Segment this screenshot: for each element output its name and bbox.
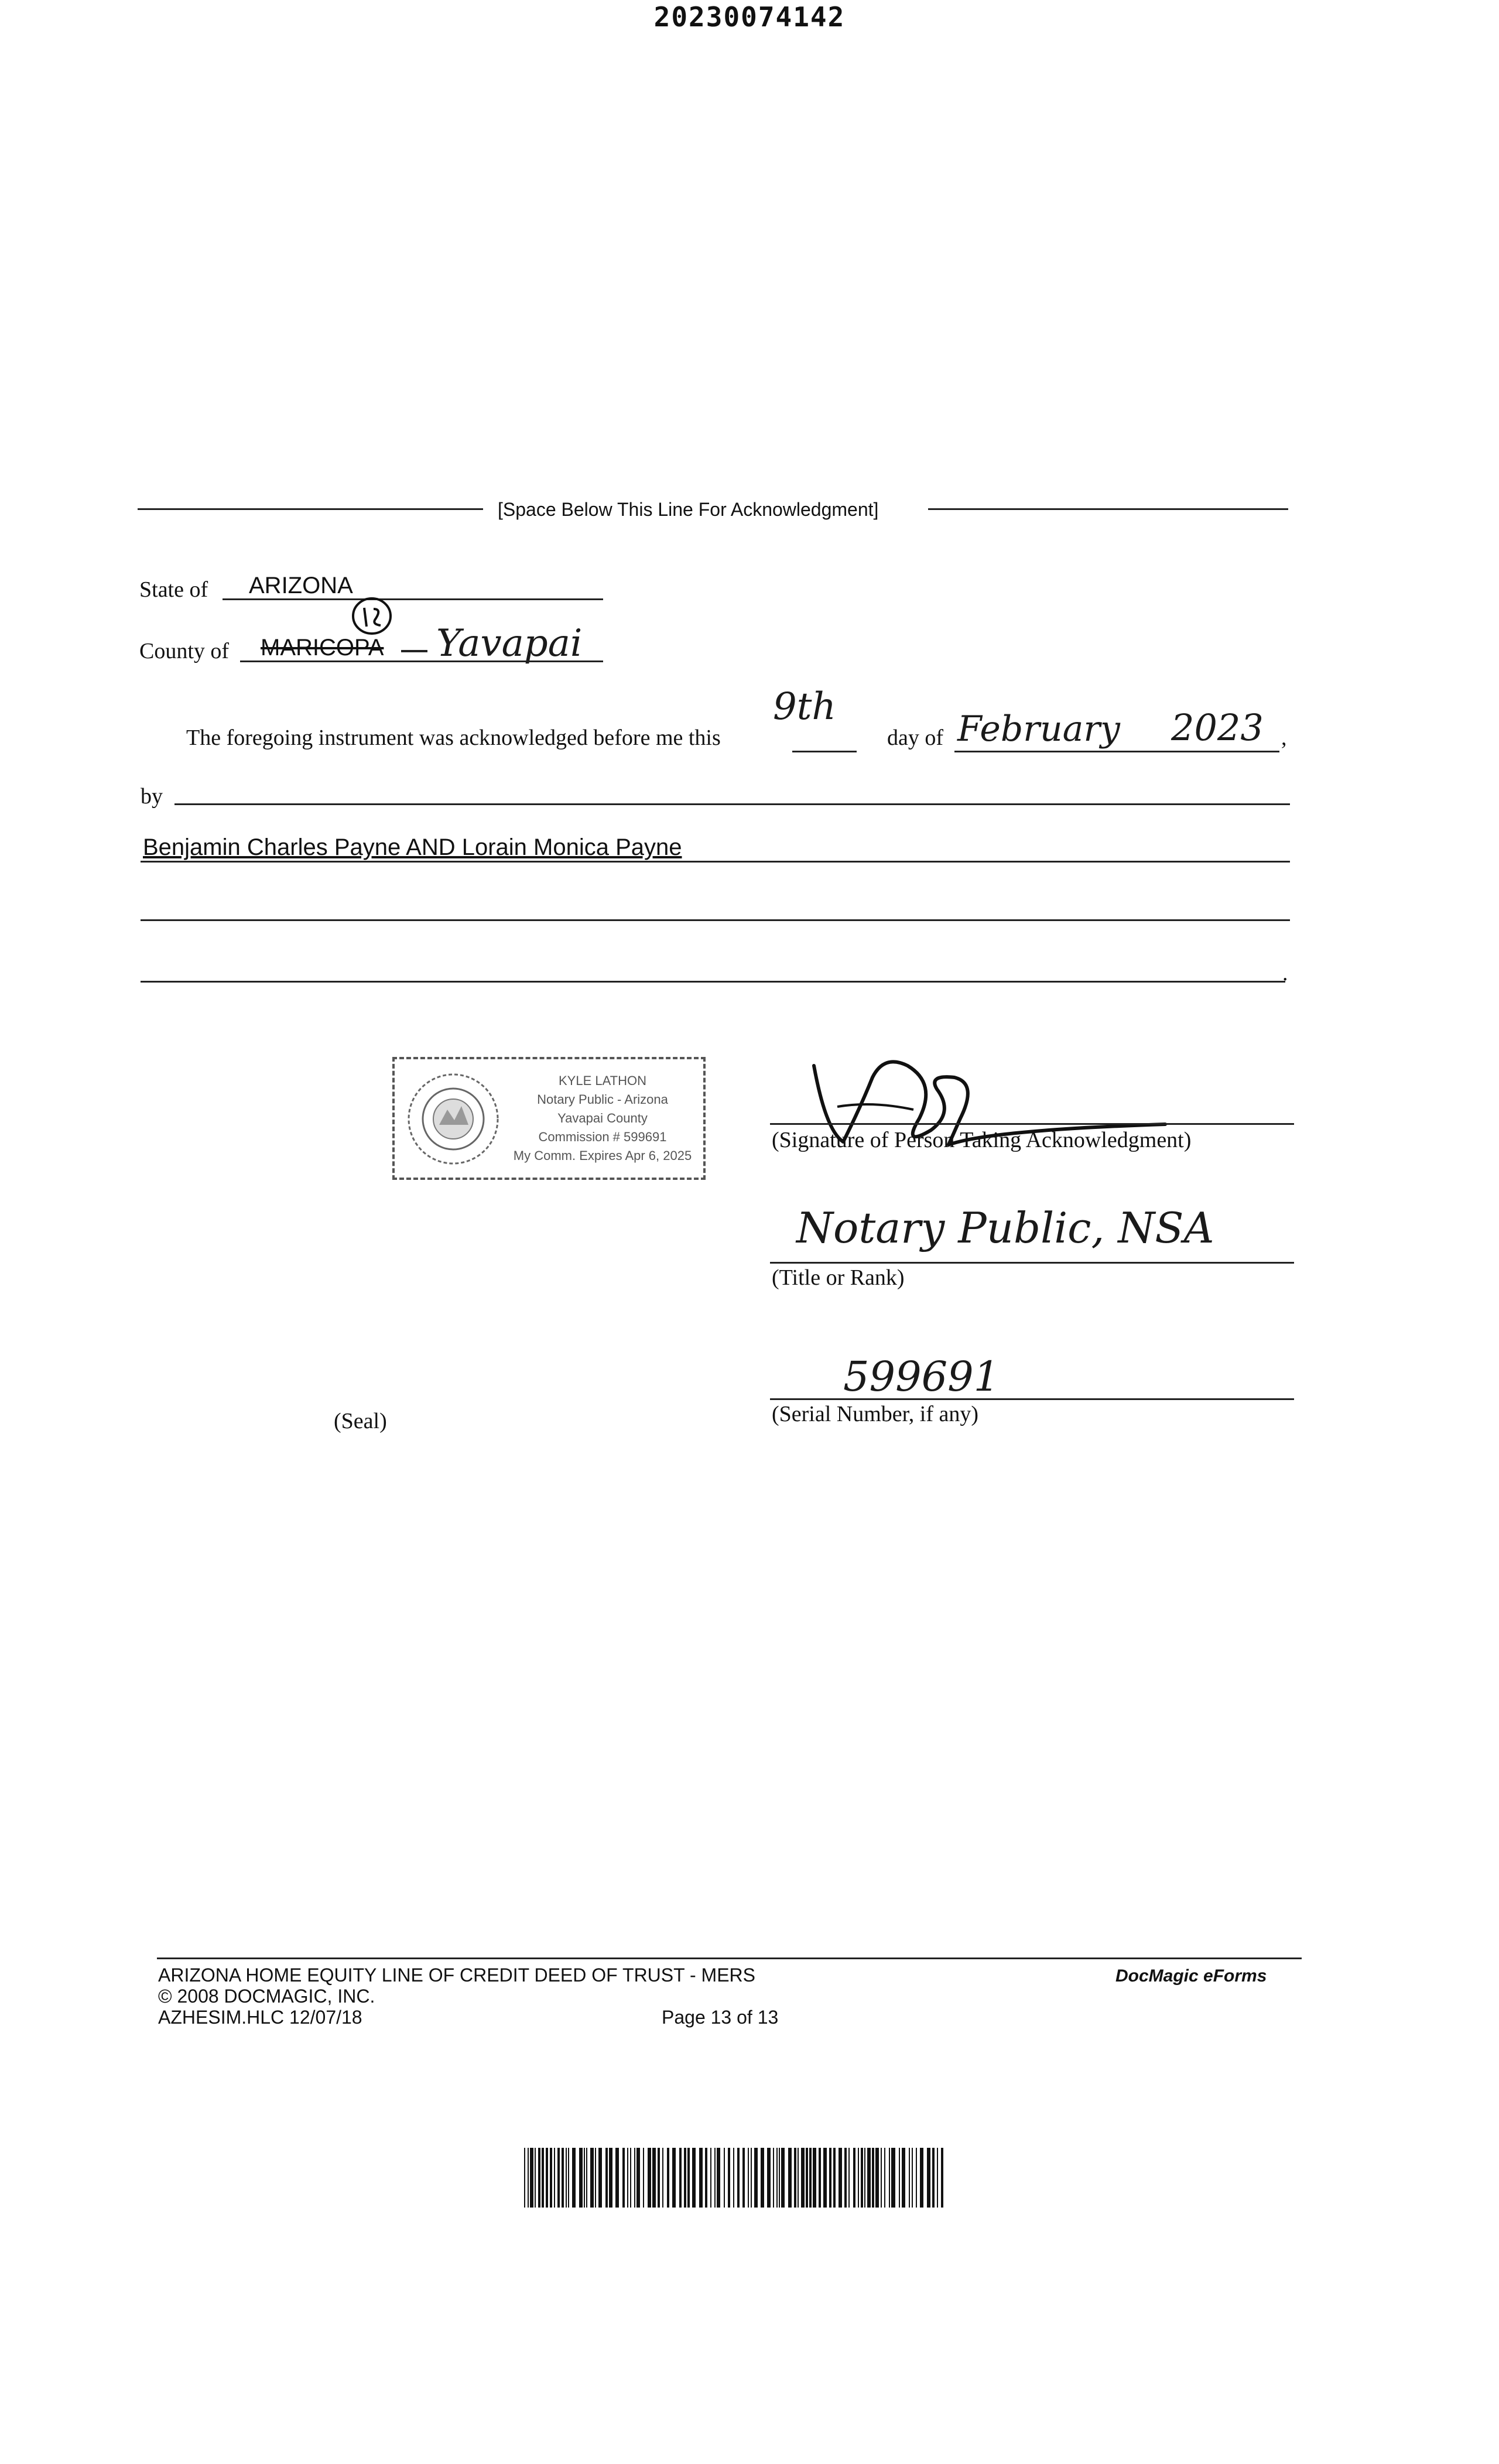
footer-copyright: © 2008 DOCMAGIC, INC. bbox=[158, 1986, 375, 2007]
arizona-seal-icon bbox=[405, 1071, 502, 1168]
notary-stamp-county: Yavapai County bbox=[557, 1111, 648, 1125]
county-label: County of bbox=[139, 639, 230, 663]
barcode-icon bbox=[524, 2148, 949, 2208]
notary-stamp-name: KYLE LATHON bbox=[559, 1073, 646, 1088]
notary-stamp-commission: Commission # 599691 bbox=[538, 1130, 667, 1144]
foregoing-text: The foregoing instrument was acknowledged before me this bbox=[186, 725, 721, 750]
notary-stamp-expires: My Comm. Expires Apr 6, 2025 bbox=[513, 1148, 692, 1163]
day-of-label: day of bbox=[887, 725, 944, 750]
state-label: State of bbox=[139, 577, 208, 602]
county-strike-dash bbox=[401, 650, 427, 652]
footer-rule bbox=[157, 1957, 1302, 1959]
signers-names: Benjamin Charles Payne AND Lorain Monica Payne bbox=[143, 834, 682, 860]
blank-line-1 bbox=[141, 919, 1290, 921]
blank-line-period: . bbox=[1282, 961, 1288, 985]
blank-line-2 bbox=[141, 981, 1285, 983]
title-underline bbox=[770, 1262, 1294, 1264]
heading-rule-right bbox=[928, 508, 1288, 510]
title-handwritten: Notary Public, NSA bbox=[796, 1203, 1214, 1252]
signature-caption: (Signature of Person Taking Acknowledgment) bbox=[772, 1128, 1192, 1152]
footer-form-title: ARIZONA HOME EQUITY LINE OF CREDIT DEED OF TRUST - MERS bbox=[158, 1965, 755, 1986]
day-handwritten: 9th bbox=[773, 685, 836, 728]
date-underline bbox=[954, 751, 1279, 752]
date-comma: , bbox=[1281, 725, 1287, 750]
state-underline bbox=[223, 598, 603, 600]
day-underline bbox=[792, 751, 857, 752]
serial-caption: (Serial Number, if any) bbox=[772, 1402, 979, 1426]
serial-handwritten: 599691 bbox=[843, 1353, 1000, 1401]
by-label: by bbox=[141, 784, 163, 809]
by-underline bbox=[174, 803, 1290, 805]
seal-label: (Seal) bbox=[334, 1409, 387, 1433]
county-underline bbox=[240, 661, 603, 662]
recording-number: 20230074142 bbox=[653, 1, 846, 33]
year-handwritten: 2023 bbox=[1171, 706, 1264, 749]
notary-stamp-title: Notary Public - Arizona bbox=[537, 1092, 668, 1107]
state-value: ARIZONA bbox=[249, 573, 353, 598]
serial-underline bbox=[770, 1398, 1294, 1400]
county-value-struck: MARICOPA bbox=[261, 635, 384, 661]
heading-rule-left bbox=[138, 508, 483, 510]
acknowledgment-heading: [Space Below This Line For Acknowledgment] bbox=[498, 499, 879, 520]
footer-brand: DocMagic eForms bbox=[1115, 1966, 1267, 1986]
signers-underline bbox=[141, 861, 1290, 863]
footer-page-number: Page 13 of 13 bbox=[662, 2007, 779, 2028]
signature-underline bbox=[770, 1123, 1294, 1125]
notary-stamp bbox=[392, 1057, 706, 1180]
footer-form-code: AZHESIM.HLC 12/07/18 bbox=[158, 2007, 362, 2028]
county-value-handwritten: Yavapai bbox=[436, 622, 583, 665]
month-handwritten: February bbox=[957, 709, 1120, 750]
notary-initials-icon bbox=[345, 591, 398, 638]
title-caption: (Title or Rank) bbox=[772, 1265, 905, 1290]
